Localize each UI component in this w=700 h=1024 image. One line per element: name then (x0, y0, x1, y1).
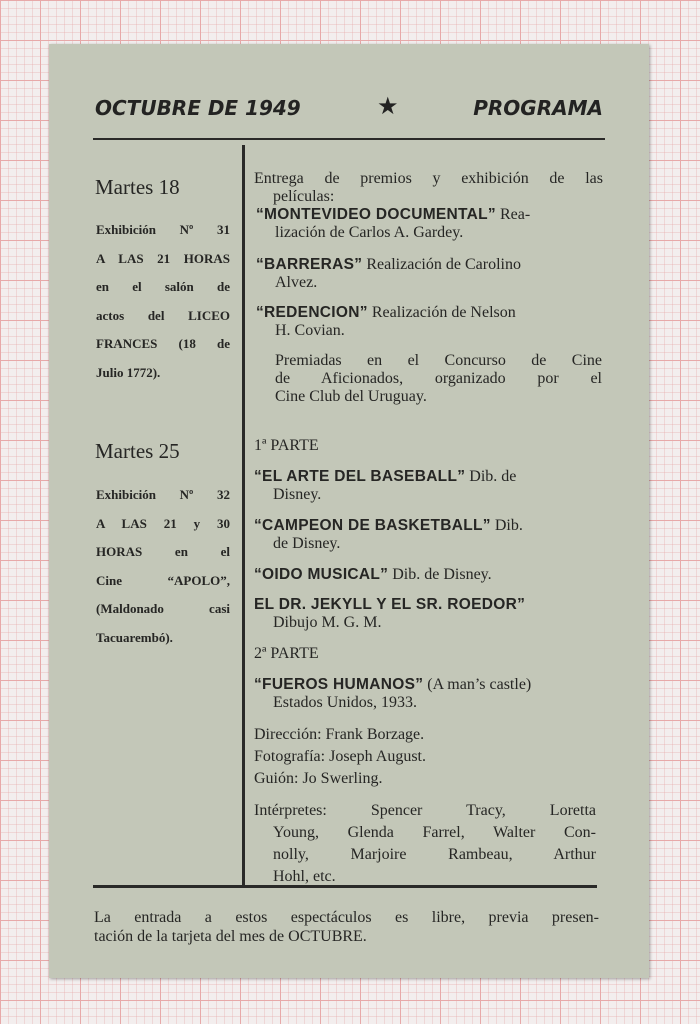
session-date: Martes 18 (95, 175, 180, 199)
film-title: “MONTEVIDEO DOCUMENTAL” (256, 206, 496, 223)
film-entry (254, 566, 604, 584)
program-intro (254, 170, 603, 206)
film-detail: Realización de Nelson (367, 304, 516, 321)
session-details (96, 216, 230, 388)
header-rule (93, 138, 605, 140)
session-line: Exhibición Nº 32 (96, 487, 230, 502)
footer-note (94, 908, 599, 946)
film-detail-cont: H. Covian. (275, 322, 345, 339)
film-entry (254, 468, 604, 504)
film-title: “EL ARTE DEL BASEBALL” (254, 468, 466, 485)
film-entry (256, 206, 606, 242)
credit-line: Dirección: Frank Borzage. (254, 726, 425, 743)
film-detail-cont: lización de Carlos A. Gardey. (275, 224, 464, 241)
intro-line: películas: (273, 188, 335, 205)
film-detail: Dib. de Disney. (388, 566, 492, 583)
film-title: “FUEROS HUMANOS” (254, 676, 424, 693)
card-header (95, 92, 603, 126)
film-detail: Dib. de (465, 468, 517, 485)
film-detail-cont: de Disney. (273, 535, 341, 552)
film-title: “REDENCION” (256, 304, 368, 321)
cast (254, 800, 596, 888)
film-detail: Rea- (495, 206, 531, 223)
film-entry (254, 517, 604, 553)
cast-line: Young, Glenda Farrel, Walter Con- (273, 824, 596, 841)
film-entry (256, 256, 606, 292)
footer-line: La entrada a estos espectáculos es libre, previa presen- (94, 909, 599, 926)
session-line: (Maldonado casi (96, 601, 230, 617)
program-card (49, 44, 649, 978)
film-title: “OIDO MUSICAL” (254, 566, 389, 583)
intro-line: Entrega de premios y exhibición de las (254, 170, 603, 187)
note-line: de Aficionados, organizado por el (275, 370, 602, 387)
film-detail: (A man’s castle) (423, 676, 532, 693)
session-line: HORAS en el (96, 544, 230, 560)
session-line: FRANCES (18 de (96, 336, 230, 352)
column-divider (242, 145, 245, 885)
session-line: actos del LICEO (96, 307, 230, 323)
footer-rule (93, 885, 597, 888)
film-detail-cont: Disney. (273, 486, 322, 503)
film-title: EL DR. JEKYLL Y EL SR. ROEDOR” (254, 596, 526, 613)
film-detail: Realización de Carolino (362, 256, 521, 273)
film-title: “CAMPEON DE BASKETBALL” (254, 517, 491, 534)
film-detail-cont: Alvez. (275, 274, 318, 291)
film-detail-cont: Estados Unidos, 1933. (273, 694, 417, 711)
film-detail: Dib. (490, 517, 523, 534)
session-line: A LAS 21 y 30 (96, 515, 230, 531)
session-line: Cine “APOLO”, (96, 572, 230, 588)
credits (254, 724, 604, 790)
cast-line: Hohl, etc. (273, 868, 336, 885)
film-entry (256, 304, 606, 340)
part2-heading: 2ª PARTE (254, 645, 319, 662)
footer-line: tación de la tarjeta del mes de OCTUBRE. (94, 928, 367, 945)
cast-line: Intérpretes: Spencer Tracy, Loretta (254, 802, 596, 819)
film-title: “BARRERAS” (256, 256, 363, 273)
session-line: en el salón de (96, 279, 230, 295)
note-line: Cine Club del Uruguay. (275, 388, 427, 405)
film-detail-cont: Dibujo M. G. M. (273, 614, 382, 631)
cast-line: nolly, Marjoire Rambeau, Arthur (273, 846, 596, 863)
award-note (275, 352, 602, 406)
session-line: Exhibición Nº 31 (96, 222, 230, 237)
feature-entry (254, 676, 604, 712)
header-title: PROGRAMA (473, 96, 603, 120)
session-date: Martes 25 (95, 439, 180, 463)
star-icon: ★ (377, 92, 399, 120)
session-line: Julio 1772). (96, 364, 161, 380)
header-date: OCTUBRE DE 1949 (95, 96, 301, 120)
session-line: Tacuarembó). (96, 629, 173, 645)
film-entry (254, 596, 604, 632)
session-details (96, 481, 230, 653)
session-line: A LAS 21 HORAS (96, 250, 230, 266)
credit-line: Guión: Jo Swerling. (254, 770, 383, 787)
credit-line: Fotografía: Joseph August. (254, 748, 426, 765)
part1-heading: 1ª PARTE (254, 437, 319, 454)
note-line: Premiadas en el Concurso de Cine (275, 352, 602, 369)
